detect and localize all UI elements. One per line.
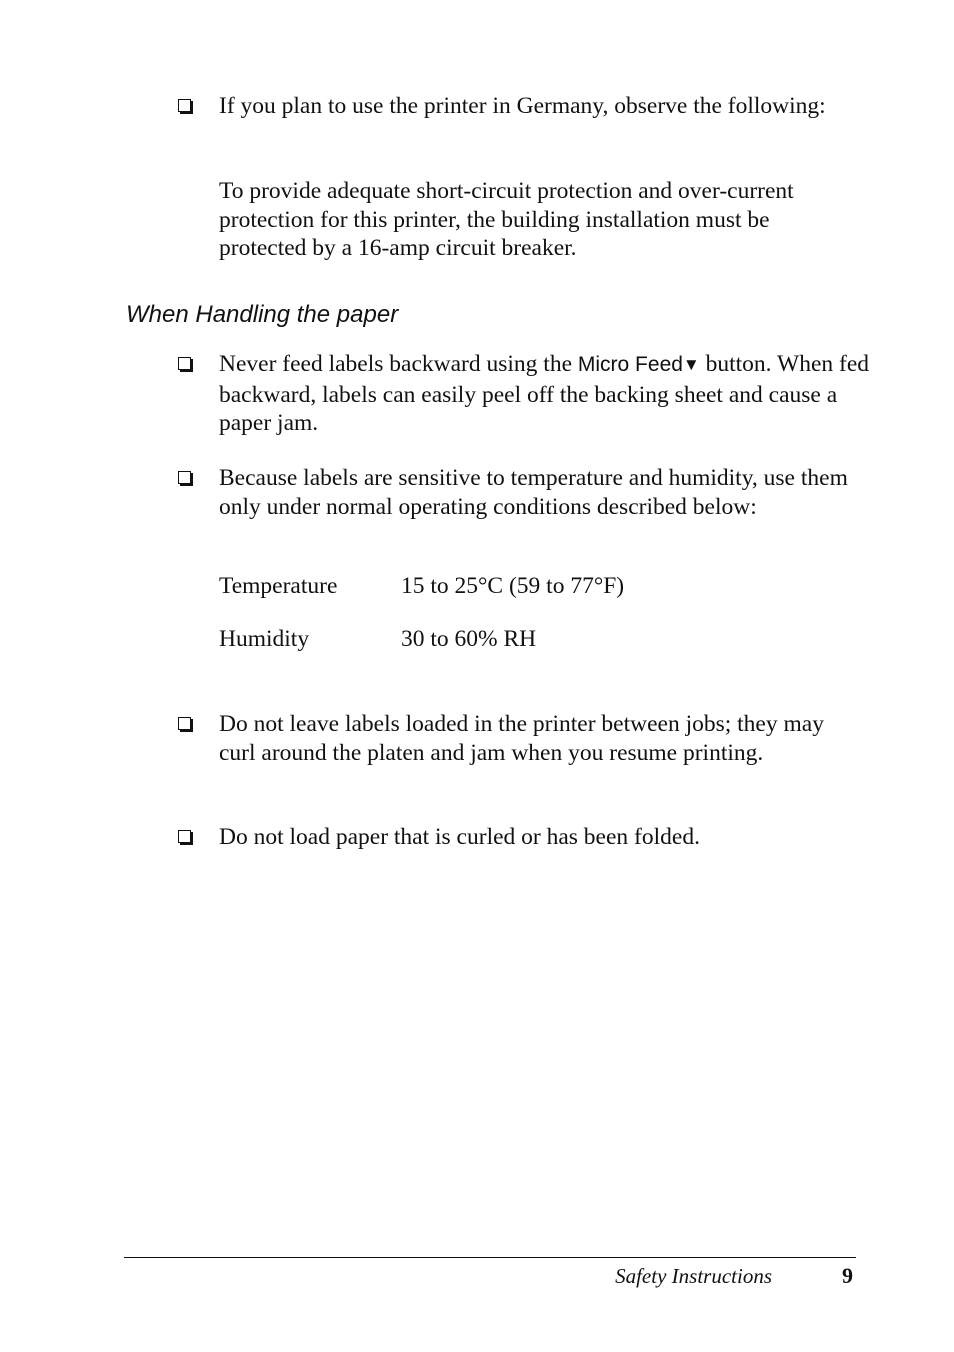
condition-label-temperature: Temperature [219, 573, 338, 599]
bullet-curled-paper-text: Do not load paper that is curled or has been folded. [219, 824, 700, 850]
bullet-micro-feed-text [219, 350, 869, 438]
checkbox-bullet-icon [178, 357, 191, 370]
text-segment: button. When fed backward, labels can easily peel off the backing sheet and cause a paper jam. [219, 351, 870, 436]
footer-rule [124, 1257, 856, 1258]
footer-title: Safety Instructions [615, 1264, 772, 1288]
checkbox-bullet-icon [178, 471, 191, 484]
text-segment: Never feed labels backward using the [219, 351, 578, 377]
condition-value-humidity: 30 to 60% RH [401, 626, 537, 652]
bullet-labels-sensitive-text: Because labels are sensitive to temperature and humidity, use them only under normal operating conditions described below: [219, 465, 848, 520]
micro-feed-button-name: Micro Feed [577, 353, 683, 376]
condition-label-humidity: Humidity [219, 626, 310, 652]
down-triangle-icon: ▼ [682, 355, 700, 374]
bullet-labels-loaded-text: Do not leave labels loaded in the printer between jobs; they may curl around the platen and jam when you resume printing. [219, 711, 824, 766]
bullet-germany-text: If you plan to use the printer in Germany, observe the following: [219, 93, 826, 119]
germany-detail-text: To provide adequate short-circuit protection and over-current protection for this printer, the building installation must be protected by a 16-amp circuit breaker. [219, 178, 794, 261]
page-number: 9 [842, 1263, 853, 1288]
section-heading: When Handling the paper [126, 301, 399, 328]
checkbox-bullet-icon [178, 830, 191, 843]
checkbox-bullet-icon [178, 717, 191, 730]
condition-value-temperature: 15 to 25°C (59 to 77°F) [401, 573, 625, 599]
checkbox-bullet-icon [178, 99, 191, 112]
